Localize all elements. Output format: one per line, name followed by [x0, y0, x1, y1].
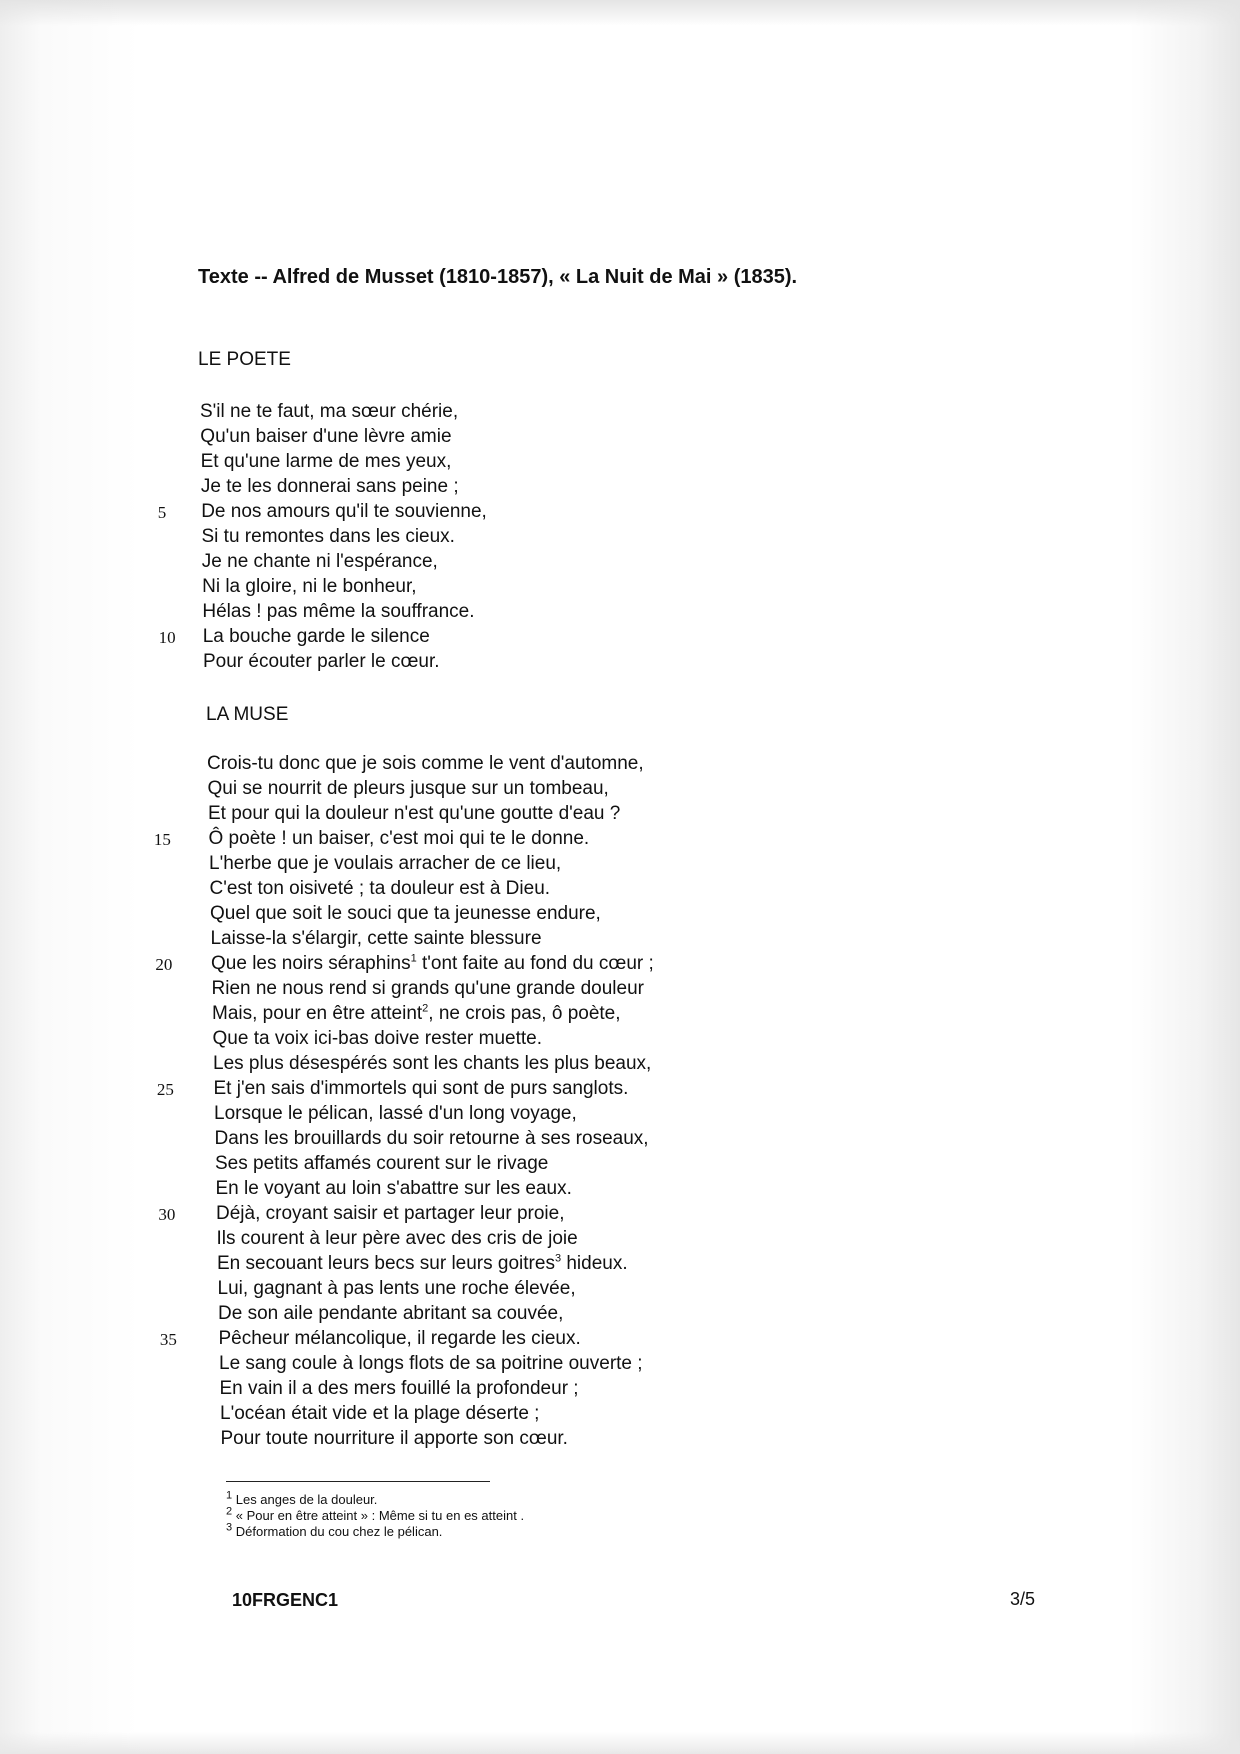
verse-line — [213, 1052, 651, 1076]
verse-text: Pour toute nourriture il apporte son cœur. — [220, 1428, 568, 1449]
verse-text: C'est ton oisiveté ; ta douleur est à Dieu. — [209, 878, 551, 899]
verse-line — [217, 1252, 628, 1276]
page-title: Texte -- Alfred de Musset (1810-1857), « La Nuit de Mai » (1835). — [198, 266, 798, 288]
verse-text: Ô poète ! un baiser, c'est moi qui te le donne. — [208, 828, 590, 849]
verse-line — [201, 475, 459, 499]
verse-text: Les plus désespérés sont les chants les plus beaux, — [213, 1053, 652, 1074]
verse-text: Et j'en sais d'immortels qui sont de purs sanglots. — [213, 1078, 629, 1099]
verse-line — [217, 1227, 578, 1251]
verse-text: Que ta voix ici-bas doive rester muette. — [212, 1028, 542, 1049]
verse-line — [211, 927, 542, 951]
verse-text: L'herbe que je voulais arracher de ce lieu, — [209, 853, 562, 874]
verse-line — [218, 1277, 576, 1301]
verse-text: Déjà, croyant saisir et partager leur proie, — [216, 1203, 565, 1224]
verse-text-continued: , ne crois pas, ô poète, — [428, 1003, 621, 1024]
verse-line — [216, 1177, 572, 1201]
verse-text: Mais, pour en être atteint — [212, 1003, 423, 1024]
footnote-number: 3 — [226, 1521, 233, 1534]
footnote-marker: 1 — [410, 952, 417, 965]
verse-line — [201, 500, 487, 524]
verse-line — [215, 1127, 649, 1151]
verse-text: Pour écouter parler le cœur. — [203, 651, 440, 672]
section-heading-muse: LA MUSE — [206, 704, 289, 725]
verse-line — [218, 1302, 563, 1326]
verse-line — [213, 1027, 542, 1051]
verse-text: Qui se nourrit de pleurs jusque sur un tombeau, — [207, 778, 609, 799]
verse-text-continued: hideux. — [561, 1253, 628, 1274]
verse-text: Dans les brouillards du soir retourne à ses roseaux, — [214, 1128, 649, 1149]
verse-text: Crois-tu donc que je sois comme le vent d'automne, — [207, 753, 644, 774]
verse-line — [212, 977, 645, 1001]
verse-line — [216, 1202, 565, 1226]
line-number: 10 — [158, 628, 176, 647]
verse-text: S'il ne te faut, ma sœur chérie, — [200, 401, 459, 422]
verse-text: Lorsque le pélican, lassé d'un long voyage, — [214, 1103, 577, 1124]
page-number: 3/5 — [1010, 1589, 1036, 1609]
line-number: 15 — [153, 830, 171, 849]
verse-line — [202, 525, 455, 549]
verse-line — [212, 1002, 621, 1026]
verse-line — [208, 777, 609, 801]
verse-line — [203, 625, 430, 649]
verse-line — [210, 877, 551, 901]
verse-line — [207, 752, 644, 776]
verse-text: En vain il a des mers fouillé la profondeur ; — [219, 1378, 579, 1399]
footnote-number: 1 — [226, 1489, 233, 1502]
verse-text: Que les noirs séraphins — [211, 953, 411, 974]
verse-text: Ils courent à leur père avec des cris de joie — [216, 1228, 578, 1249]
verse-text: Je te les donnerai sans peine ; — [200, 476, 459, 497]
verse-line — [214, 1102, 577, 1126]
verse-text: De son aile pendante abritant sa couvée, — [218, 1303, 564, 1324]
verse-line — [219, 1352, 643, 1376]
verse-text: Ni la gloire, ni le bonheur, — [202, 576, 417, 597]
footnote-text: Les anges de la douleur. — [232, 1492, 378, 1507]
footnote-marker: 2 — [422, 1002, 429, 1015]
footnote-divider — [226, 1481, 490, 1482]
verse-line — [215, 1152, 548, 1176]
verse-text: Rien ne nous rend si grands qu'une grande douleur — [211, 978, 644, 999]
line-number: 5 — [157, 503, 167, 522]
verse-text: Hélas ! pas même la souffrance. — [202, 601, 475, 622]
verse-line — [200, 400, 458, 424]
verse-text: Lui, gagnant à pas lents une roche élevée, — [217, 1278, 576, 1299]
exam-code: 10FRGENC1 — [232, 1590, 339, 1610]
verse-line — [202, 600, 474, 624]
verse-text: Je ne chante ni l'espérance, — [201, 551, 438, 572]
verse-line — [201, 450, 452, 474]
verse-text: Et pour qui la douleur n'est qu'une goutte d'eau ? — [208, 803, 621, 824]
footnote-text: Déformation du cou chez le pélican. — [232, 1524, 443, 1539]
footnote-item — [226, 1489, 378, 1508]
verse-line — [208, 802, 620, 826]
footnote-marker: 3 — [554, 1252, 562, 1265]
verse-text: Qu'un baiser d'une lèvre amie — [200, 426, 452, 447]
footnote-number: 2 — [226, 1505, 233, 1518]
verse-line — [214, 1077, 629, 1101]
footnote-item — [226, 1505, 525, 1524]
verse-line — [211, 952, 654, 976]
line-number: 35 — [159, 1330, 177, 1349]
verse-text: Le sang coule à longs flots de sa poitrine ouverte ; — [219, 1353, 643, 1374]
line-number: 30 — [158, 1205, 176, 1224]
verse-line — [219, 1327, 581, 1351]
verse-text: Ses petits affamés courent sur le rivage — [215, 1153, 549, 1174]
scan-edge-bottom — [0, 1732, 1240, 1754]
verse-text: Laisse-la s'élargir, cette sainte blessure — [210, 928, 542, 949]
verse-line — [209, 852, 561, 876]
verse-text: Quel que soit le souci que ta jeunesse endure, — [210, 903, 601, 924]
section-heading-poet: LE POETE — [198, 349, 291, 370]
footnote-item — [226, 1521, 443, 1540]
verse-line — [202, 575, 416, 599]
scan-edge-top — [0, 0, 1240, 26]
verse-text: Pêcheur mélancolique, il regarde les cieux. — [218, 1328, 581, 1349]
verse-text: En le voyant au loin s'abattre sur les eaux. — [215, 1178, 572, 1199]
verse-text-continued: t'ont faite au fond du cœur ; — [416, 953, 654, 974]
verse-line — [200, 425, 451, 449]
verse-line — [220, 1377, 579, 1401]
verse-line — [209, 827, 590, 851]
verse-text: La bouche garde le silence — [202, 626, 430, 647]
verse-text: Et qu'une larme de mes yeux, — [200, 451, 452, 472]
verse-text: De nos amours qu'il te souvienne, — [201, 501, 487, 522]
verse-text: L'océan était vide et la plage déserte ; — [220, 1403, 540, 1424]
verse-line — [220, 1402, 539, 1426]
verse-text: En secouant leurs becs sur leurs goitres — [217, 1253, 555, 1274]
footnote-text: « Pour en être atteint » : Même si tu en es atteint . — [232, 1508, 525, 1523]
verse-line — [210, 902, 601, 926]
verse-text: Si tu remontes dans les cieux. — [201, 526, 455, 547]
verse-line — [202, 550, 438, 574]
line-number: 25 — [156, 1080, 174, 1099]
verse-line — [221, 1427, 568, 1451]
line-number: 20 — [155, 955, 173, 974]
verse-line — [203, 650, 440, 674]
